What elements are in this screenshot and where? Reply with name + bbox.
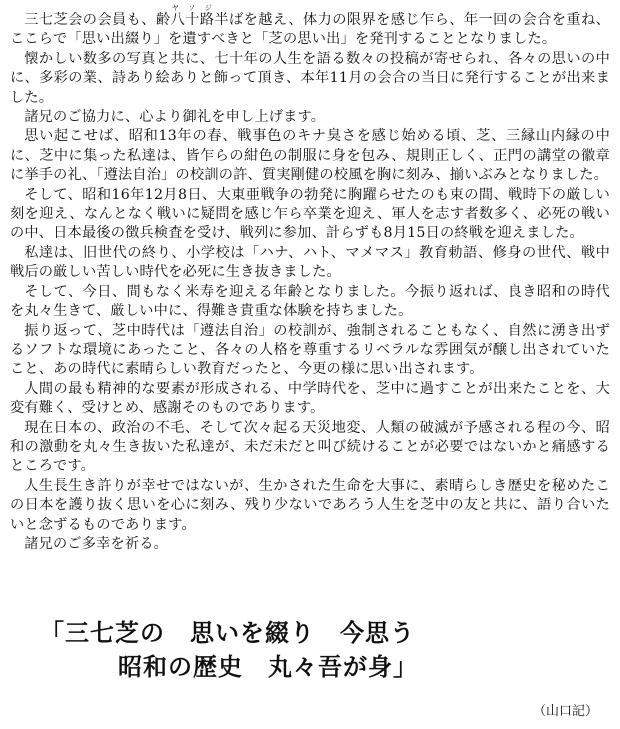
paragraph-12: 諸兄のご多幸を祈る。: [24, 535, 169, 552]
paragraph-3: 諸兄のご協力に、心より御礼を申し上げます。: [24, 109, 326, 126]
paragraph-11: 人生長生き許りが幸せではないが、生かされた生命を大事に、素晴らしき歴史を秘めたこの日本を護り抜く思いを心に刻み、残り少ないであろう人生を芝中の友と共に、語り合いたいと念ずるものであります。: [10, 477, 610, 533]
paragraph-6: 私達は、旧世代の終り、小学校は「ハナ、ハト、マメマス」教育勅語、修身の世代、戦中戦后の厳しい苦しい時代を必死に生き抜きました。: [10, 244, 610, 281]
document-body: [10, 4, 610, 554]
closing-poem: [40, 616, 600, 684]
paragraph-7: そして、今日、間もなく米寿を迎える年齢となりました。今振り返れば、良き昭和の時代を丸々生きて、厳しい中に、得難き貴重な体験を持ちました。: [10, 283, 610, 320]
poem-line-1: 「三七芝の 思いを綴り 今思う: [40, 619, 415, 647]
paragraph-10: 現在日本の、政治の不毛、そして次々起る天災地変、人類の破滅が予感される程の今、昭和の激動を丸々生き抜いた私達が、未だ未だと叫び続けることが必要ではないかと痛感するところです。: [10, 419, 610, 475]
paragraph-1: 三七芝会の会員も、齢八十路ヤ ソ ジ半ばを越え、体力の限界を感じ乍ら、年一回の会合を重ね、ここらで「思い出綴り」を遺すべきと「芝の思い出」を発刊することとなりました。: [10, 4, 610, 48]
paragraph-4: 思い起こせば、昭和13年の春、戦事色のキナ臭さを感じ始める頃、芝、三縁山内縁の中に、芝中に集った私達は、皆乍らの紺色の制服に身を包み、規則正しく、正門の講堂の徽章に挙手の礼、「遵法自治」の校訓の許、質実剛健の校風を胸に刻み、揃いぶみとなりました。: [10, 128, 610, 184]
ruby-word: 八十路ヤ ソ ジ: [170, 4, 215, 28]
author-signature: （山口記）: [532, 704, 598, 719]
paragraph-9: 人間の最も精神的な要素が形成される、中学時代を、芝中に過すことが出来たことを、大変有難く、受けとめ、感謝そのものであります。: [10, 380, 610, 417]
ruby-reading: ヤ ソ ジ: [170, 4, 215, 12]
paragraph-5: そして、昭和16年12月8日、大東亜戦争の勃発に胸躍らせたのも束の間、戦時下の厳しい刻を迎え、なんとなく戦いに疑問を感じ乍ら卒業を迎え、軍人を志す者数多く、必死の戦いの中、日本最後の徴兵検査を受け、戦列に参加、計らずも8月15日の終戦を迎えました。: [10, 186, 610, 242]
poem-line-2: 昭和の歴史 丸々吾が身」: [118, 653, 418, 681]
paragraph-2: 懐かしい数多の写真と共に、七十年の人生を語る数々の投稿が寄せられ、各々の思いの中に、多彩の業、詩あり絵ありと飾って頂き、本年11月の会合の当日に発行することが出来ました。: [10, 50, 610, 106]
paragraph-8: 振り返って、芝中時代は「遵法自治」の校訓が、強制されることもなく、自然に湧き出ずるソフトな環境にあったこと、各々の人格を尊重するリベラルな雰囲気が醸し出されていたこと、あの時代に素晴らしい教育だったと、今更の様に思い出されます。: [10, 322, 610, 378]
